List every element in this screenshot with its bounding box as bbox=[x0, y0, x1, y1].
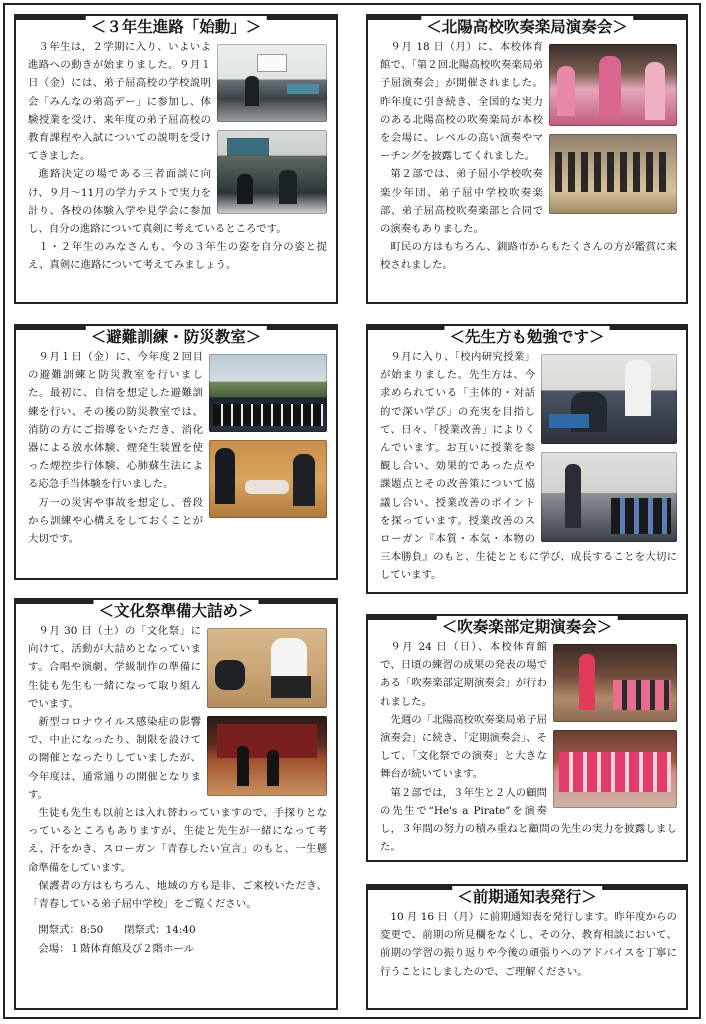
classroom-students-photo bbox=[217, 130, 327, 214]
article-title: ＜北陽高校吹奏楽局演奏会＞ bbox=[421, 16, 633, 38]
article-hokuyo bbox=[366, 14, 688, 304]
paragraph: 先週の「北陽高校吹奏楽局弟子屈演奏会」に続き、「定期演奏会」、そして、「文化祭での演奏」と大きな舞台が続いています。 bbox=[380, 713, 547, 781]
band-concert-photo bbox=[549, 44, 677, 126]
paragraph: ９月 30 日（土）の「文化祭」に向けて、活動が大詰めとなっています。合唱や演劇、学級制作の準備に生徒も先生も一緒になって取り組んでいます。 bbox=[28, 625, 201, 710]
festival-prep-photo bbox=[207, 628, 327, 708]
band-group-photo bbox=[553, 730, 677, 808]
paragraph: 第２部では，３年生と２人の顧問の先生で“He's a Pirate”を演奏し，３年間の努力の積み重ねと顧問の先生の実力を披露しました。 bbox=[380, 786, 677, 854]
paragraph: 町民の方はもちろん、釧路市からもたくさんの方が鑑賞に来校されました。 bbox=[380, 241, 677, 272]
article-title: ＜避難訓練・防災教室＞ bbox=[86, 326, 267, 348]
teacher-lecture-photo bbox=[541, 452, 677, 542]
article-hinan bbox=[14, 324, 338, 580]
article-bunkasai bbox=[14, 598, 338, 1010]
article-tsuchi bbox=[366, 884, 688, 1010]
article-title: ＜前期通知表発行＞ bbox=[452, 886, 602, 908]
article-title: ＜文化祭準備大詰め＞ bbox=[93, 600, 258, 622]
marching-band-photo bbox=[549, 134, 677, 214]
article-shinro bbox=[14, 14, 338, 304]
paragraph: 進路決定の場である三者面談に向け、９月～11月の学力テストで実力を計り、各校の体験入学や見学会に参加し、自分の進路について真剣に考えているところです。 bbox=[28, 168, 287, 236]
paragraph: 生徒も先生も以前とは入れ替わっていますので、手探りとなっているところもありますが、生徒と先生が一緒になって考え、汗をかき、スローガン「青春したい宣言」のもと、一生懸命準備をしています。 bbox=[28, 807, 327, 874]
paragraph: ９月 18 日（月）に、本校体育館で、「第２回北陽高校吹奏楽局弟子屈演奏会」が開催されました。昨年度に引き続き、全国的な実力のある北陽高校の吹奏楽局が本校を会場に、レベルの高い演奏やマーチングを披露してくれました。 bbox=[380, 41, 543, 163]
paragraph: 第２部では、弟子屈小学校吹奏楽少年団、弟子屈中学校吹奏楽部、弟子屈高校吹奏楽部と合同での演奏もありました。 bbox=[380, 168, 543, 236]
article-sensei bbox=[366, 324, 688, 594]
article-title: ＜先生方も勉強です＞ bbox=[444, 326, 609, 348]
paragraph: １・２年生のみなさんも、今の３年生の姿を自分の姿と捉え、真剣に進路について考えてみましょう。 bbox=[28, 241, 327, 272]
paragraph: 保護者の方はもちろん、地域の方も是非、ご来校いただき、「青春している弟子屈中学校」をご覧ください。 bbox=[28, 879, 327, 911]
paragraph: ９月１日（金）に、今年度２回目の避難訓練と防災教室を行いました。最初に、自信を想定した避難訓練を行い、その後の防災教室では、消防の方にご指導をいただき、消化器による放水体験、煙発生装置を使った煙控歩行体験、心肺蘇生法による応急手当体験を行いました。 bbox=[28, 351, 203, 491]
stage-rehearsal-photo bbox=[207, 716, 327, 796]
festival-venue: 会場：１階体育館及び２階ホール bbox=[38, 942, 195, 955]
article-title: ＜３年生進路「始動」＞ bbox=[86, 16, 267, 38]
classroom-presentation-photo bbox=[217, 44, 327, 122]
paragraph: 新型コロナウイルス感染症の影響で、中止になったり、制限を設けての開催となったりしていましたが、今年度は、通常通りの開催となります。 bbox=[28, 716, 201, 801]
paragraph: ３年生は，２学期に入り、いよいよ進路への動きが始まりました。９月１日（金）には、弟子屈高校の学校説明会「みんなの弟高デー」に参加し、体験授業を受け、来年度の弟子屈高校の教育課程や入試についての説明を受けてきました。 bbox=[28, 41, 211, 163]
festival-time: 開祭式：8:50 閉祭式：14:40 bbox=[38, 924, 196, 937]
research-lesson-photo bbox=[541, 354, 677, 444]
cpr-training-photo bbox=[209, 440, 327, 518]
paragraph: ９月に入り、「校内研究授業」が始まりました。先生方は、今求められている「主体的・対話的で深い学び」の充実を目指して、日々、「授業改善」によりくんでいます。お互いに授業を参観し合い、効果的であった点や課題点とその改善策について協議し合い、授業改善のポイントを探っています。授業改善のスローガン『本質・本気・本物の三本勝負』のもと、生徒とともに学び、成長することを大切にしています。 bbox=[380, 351, 677, 582]
evacuation-drill-photo bbox=[209, 354, 327, 432]
paragraph: 万一の災害や事故を想定し、普段から訓練や心構えをしておくことが大切です。 bbox=[28, 496, 203, 546]
article-title: ＜吹奏楽部定期演奏会＞ bbox=[437, 616, 618, 638]
paragraph: 10 月 16 日（月）に前期通知表を発行します。昨年度からの変更で、前期の所見欄をなくし、その分、教育相談において、前期の学習の振り返りや今後の頑張りへのアドバイスを丁寧に行うことにしましたので、ご理解ください。 bbox=[380, 911, 677, 978]
paragraph: ９月 24 日（日）、本校体育館で、日頃の練習の成果の発表の場である「吹奏楽部定期演奏会」が行われました。 bbox=[380, 641, 547, 708]
conductor-band-photo bbox=[553, 644, 677, 722]
article-teiki bbox=[366, 614, 688, 862]
